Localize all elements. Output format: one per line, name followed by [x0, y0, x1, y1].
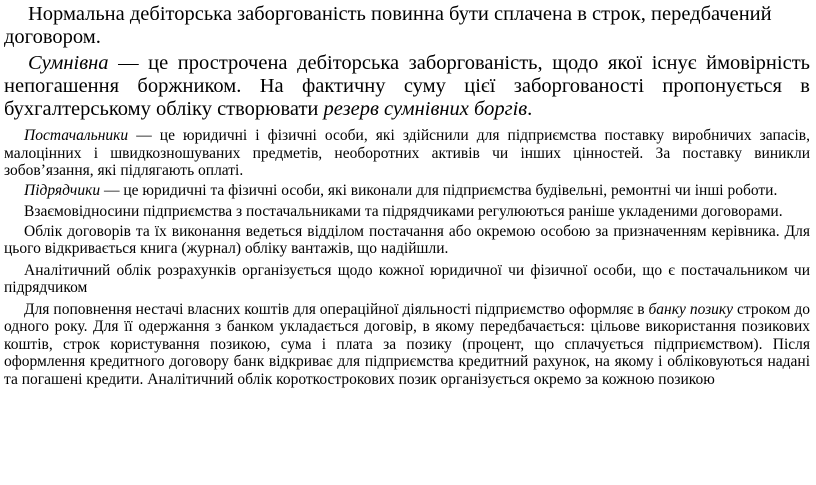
paragraph-analytical-accounting	[4, 262, 810, 297]
contractors-term: Підрядчики	[24, 181, 101, 199]
paragraph-suppliers	[4, 127, 810, 180]
paragraph-contract-accounting	[4, 223, 810, 258]
paragraph-doubtful-receivables	[4, 52, 810, 121]
contractors-definition: — це юридичні та фізичні особи, які виконали для підприємства будівельні, ремонтні чи інші роботи.	[100, 181, 778, 199]
relations-text: Взаємовідносини підприємства з постачальниками та підрядчиками регулюються раніше укладеними договорами.	[24, 203, 783, 220]
paragraph-bank-loan	[4, 301, 810, 389]
doubtful-reserve-term: резерв сумнівних боргів	[323, 98, 528, 120]
normal-receivables-text: Нормальна дебіторська заборгованість повинна бути сплачена в строк, передбачений договором.	[4, 3, 772, 48]
contract-accounting-text: Облік договорів та їх виконання ведеться відділом постачання або окремою особою за призначенням керівника. Для цього відкривається книга (журнал) обліку вантажів, що надійшли.	[4, 222, 810, 257]
suppliers-term: Постачальники	[24, 127, 129, 144]
doubtful-term: Сумнівна	[28, 52, 109, 74]
doubtful-definition: — це прострочена дебіторська заборгованість, щодо якої існує ймовірність непогашення боржником. На фактичну суму цієї заборгованості пропонується в бухгалтерському обліку створювати	[4, 52, 810, 120]
bank-loan-details: строком до одного року. Для її одержання з банком укладається договір, в якому передбачається: цільове використання позикових коштів, строк користування позикою, сума і плата за позику (процент, що сплачується підприємством). Після оформлення кредитного договору банк відкриває для підприємства кредитний рахунок, на якому і обліковуються надані та погашені кредити. Аналітичний облік короткострокових позик організується окремо за кожною позикою	[4, 300, 810, 388]
paragraph-relations	[4, 203, 810, 221]
analytical-accounting-text: Аналітичний облік розрахунків організується щодо кожної юридичної чи фізичної особи, що є постачальником чи підрядчиком	[4, 261, 810, 296]
paragraph-contractors	[4, 182, 810, 200]
doubtful-end: .	[527, 98, 533, 120]
paragraph-normal-receivables	[4, 3, 810, 49]
suppliers-definition: — це юридичні і фізичні особи, які здійснили для підприємства поставку виробничих запасів, малоцінних і швидкозношуваних предметів, необоротних активів чи інших цінностей. За поставку виникли зобов’язання, які підлягають оплаті.	[4, 127, 810, 179]
bank-loan-intro: Для поповнення нестачі власних коштів для операційної діяльності підприємство оформляє в	[24, 300, 649, 318]
bank-loan-term: банку позику	[648, 300, 734, 318]
